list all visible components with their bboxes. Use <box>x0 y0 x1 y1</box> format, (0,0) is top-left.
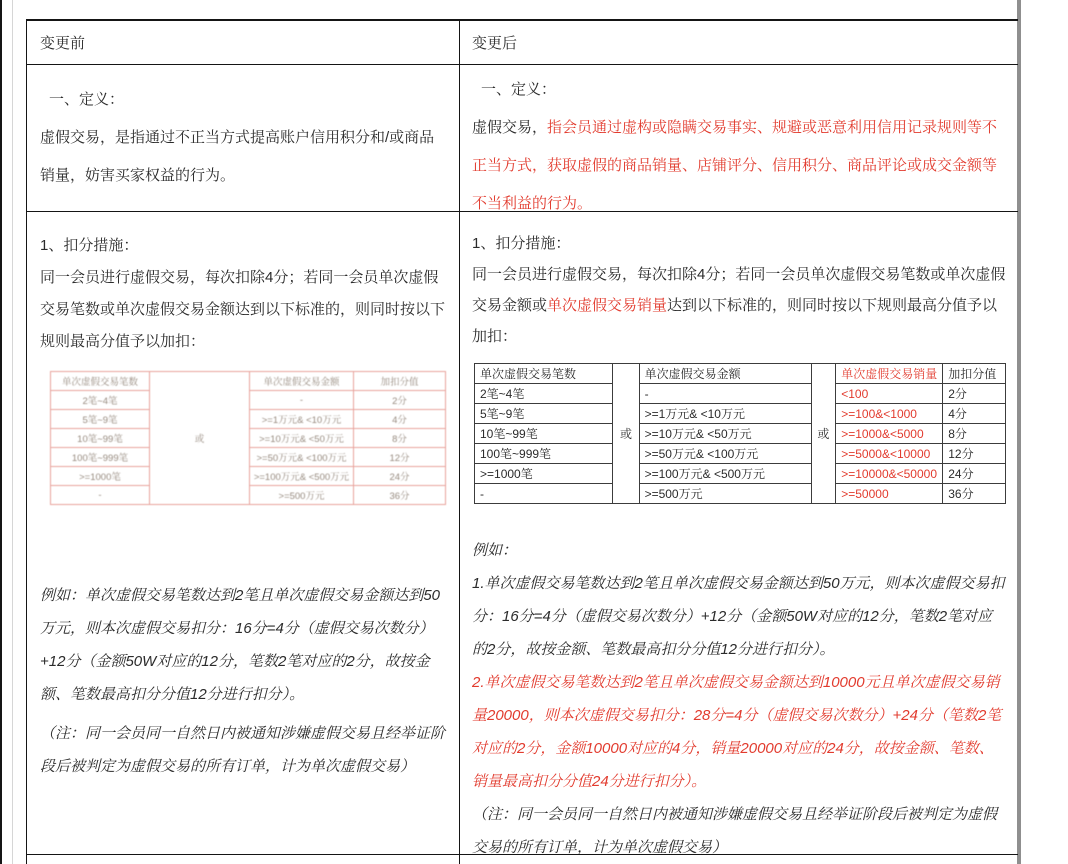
col-header-sales: 单次虚假交易销量 <box>836 364 943 384</box>
table-row: 5笔~9笔 >=1万元& <10万元 4分 <box>51 410 446 429</box>
note-text: （注：同一会员同一自然日内被通知涉嫌虚假交易且经举证阶段后被判定为虚假交易的所有订单，计为单次虚假交易） <box>472 806 998 855</box>
intro-plain: 同一会员进行虚假交易，每次扣除4分；若同一会员单次虚假交易笔数或单次虚假交易金额或 <box>472 266 1006 314</box>
header-after: 变更后 <box>472 35 518 52</box>
before-rules-table-image <box>40 371 446 505</box>
after-rules-table <box>474 363 1006 504</box>
measures-row <box>27 212 1018 855</box>
table-row: - >=500万元 36分 <box>51 486 446 505</box>
example-1-text: 1.单次虚假交易笔数达到2笔且单次虚假交易金额达到50万元，则本次虚假交易扣分：16分=4分（虚假交易次数分）+12分（金额50W对应的12分，笔数2笔对应的2分，故按金额、笔数最高扣分分值12分进行扣分）。 <box>472 575 1005 658</box>
table-row: - >=500万元 >=50000 36分 <box>475 484 1006 504</box>
window-left-edge <box>0 0 2 864</box>
definition-lead: 虚假交易， <box>472 119 548 136</box>
next-row-cutoff <box>27 855 1018 864</box>
example-text: 例如：单次虚假交易笔数达到2笔且单次虚假交易金额达到50万元，则本次虚假交易扣分：16分=4分（虚假交易次数分）+12分（金额50W对应的12分，笔数2笔对应的2分，故按金额、笔数最高扣分分值12分进行扣分）。 <box>40 587 441 703</box>
definition-red-text: 指会员通过虚构或隐瞒交易事实、规避或恶意利用信用记录规则等不正当方式，获取虚假的商品销量、店铺评分、信用积分、商品评论或成交金额等不当利益的行为。 <box>472 119 998 212</box>
intro-red: 单次虚假交易销量 <box>547 297 668 314</box>
table-row: >=1000笔 >=100万元& <500万元 24分 <box>51 467 446 486</box>
col-header-points: 加扣分值 <box>943 364 1005 384</box>
col-header-bills: 单次虚假交易笔数 <box>475 364 613 384</box>
or-cell: 或 <box>613 364 639 504</box>
measures-intro <box>472 259 1006 352</box>
table-row: 10笔~99笔 >=10万元& <50万元 8分 <box>51 429 446 448</box>
change-comparison-table <box>26 19 1018 864</box>
page-margin-line <box>12 0 13 864</box>
table-row: >=1000笔 >=100万元& <500万元 >=10000&<50000 24分 <box>475 464 1006 484</box>
table-row: 2笔~4笔 - 2分 <box>51 391 446 410</box>
or-cell: 或 <box>150 372 250 505</box>
definition-title: 一、定义： <box>49 91 125 108</box>
col-header-bills: 单次虚假交易笔数 <box>51 372 150 391</box>
measures-intro: 同一会员进行虚假交易，每次扣除4分；若同一会员单次虚假交易笔数或单次虚假交易金额达到以下标准的，则同时按以下规则最高分值予以加扣： <box>40 269 446 350</box>
definition-title: 一、定义： <box>481 81 557 98</box>
measures-before-cell <box>27 212 460 854</box>
measures-title: 1、扣分措施： <box>40 237 139 254</box>
table-row: 100笔~999笔 >=50万元& <100万元 12分 <box>51 448 446 467</box>
example-2-text: 2.单次虚假交易笔数达到2笔且单次虚假交易金额达到10000元且单次虚假交易销量20000，则本次虚假交易扣分：28分=4分（虚假交易次数分）+24分（笔数2笔对应的2分，金额10000对应的4分，销量20000对应的24分，故按金额、笔数、销量最高扣分分值24分进行扣分）。 <box>472 674 1002 790</box>
table-header-row <box>27 21 1018 65</box>
table-row: 10笔~99笔 >=10万元& <50万元 >=1000&<5000 8分 <box>475 424 1006 444</box>
definition-row <box>27 65 1018 212</box>
measures-after-cell <box>460 212 1018 854</box>
definition-after-cell <box>460 65 1018 211</box>
intro-plain: 达到以下标准的，则同时按以下规则最高分值予以加扣： <box>472 297 998 345</box>
definition-body <box>472 109 1006 223</box>
note-text: （注：同一会员同一自然日内被通知涉嫌虚假交易且经举证阶段后被判定为虚假交易的所有订单，计为单次虚假交易） <box>40 725 446 775</box>
col-header-points: 加扣分值 <box>354 372 446 391</box>
table-row: 100笔~999笔 >=50万元& <100万元 >=5000&<10000 12分 <box>475 444 1006 464</box>
col-header-amount: 单次虚假交易金额 <box>250 372 354 391</box>
definition-before-cell <box>27 65 460 211</box>
table-row: 5笔~9笔 >=1万元& <10万元 >=100&<1000 4分 <box>475 404 1006 424</box>
col-header-amount: 单次虚假交易金额 <box>639 364 811 384</box>
measures-title: 1、扣分措施： <box>472 235 571 252</box>
definition-body: 虚假交易，是指通过不正当方式提高账户信用积分和/或商品销量，妨害买家权益的行为。 <box>40 129 435 184</box>
or-cell: 或 <box>811 364 836 504</box>
example-label: 例如： <box>472 542 518 559</box>
table-row: 2笔~4笔 - <100 2分 <box>475 384 1006 404</box>
header-before: 变更前 <box>27 21 460 64</box>
